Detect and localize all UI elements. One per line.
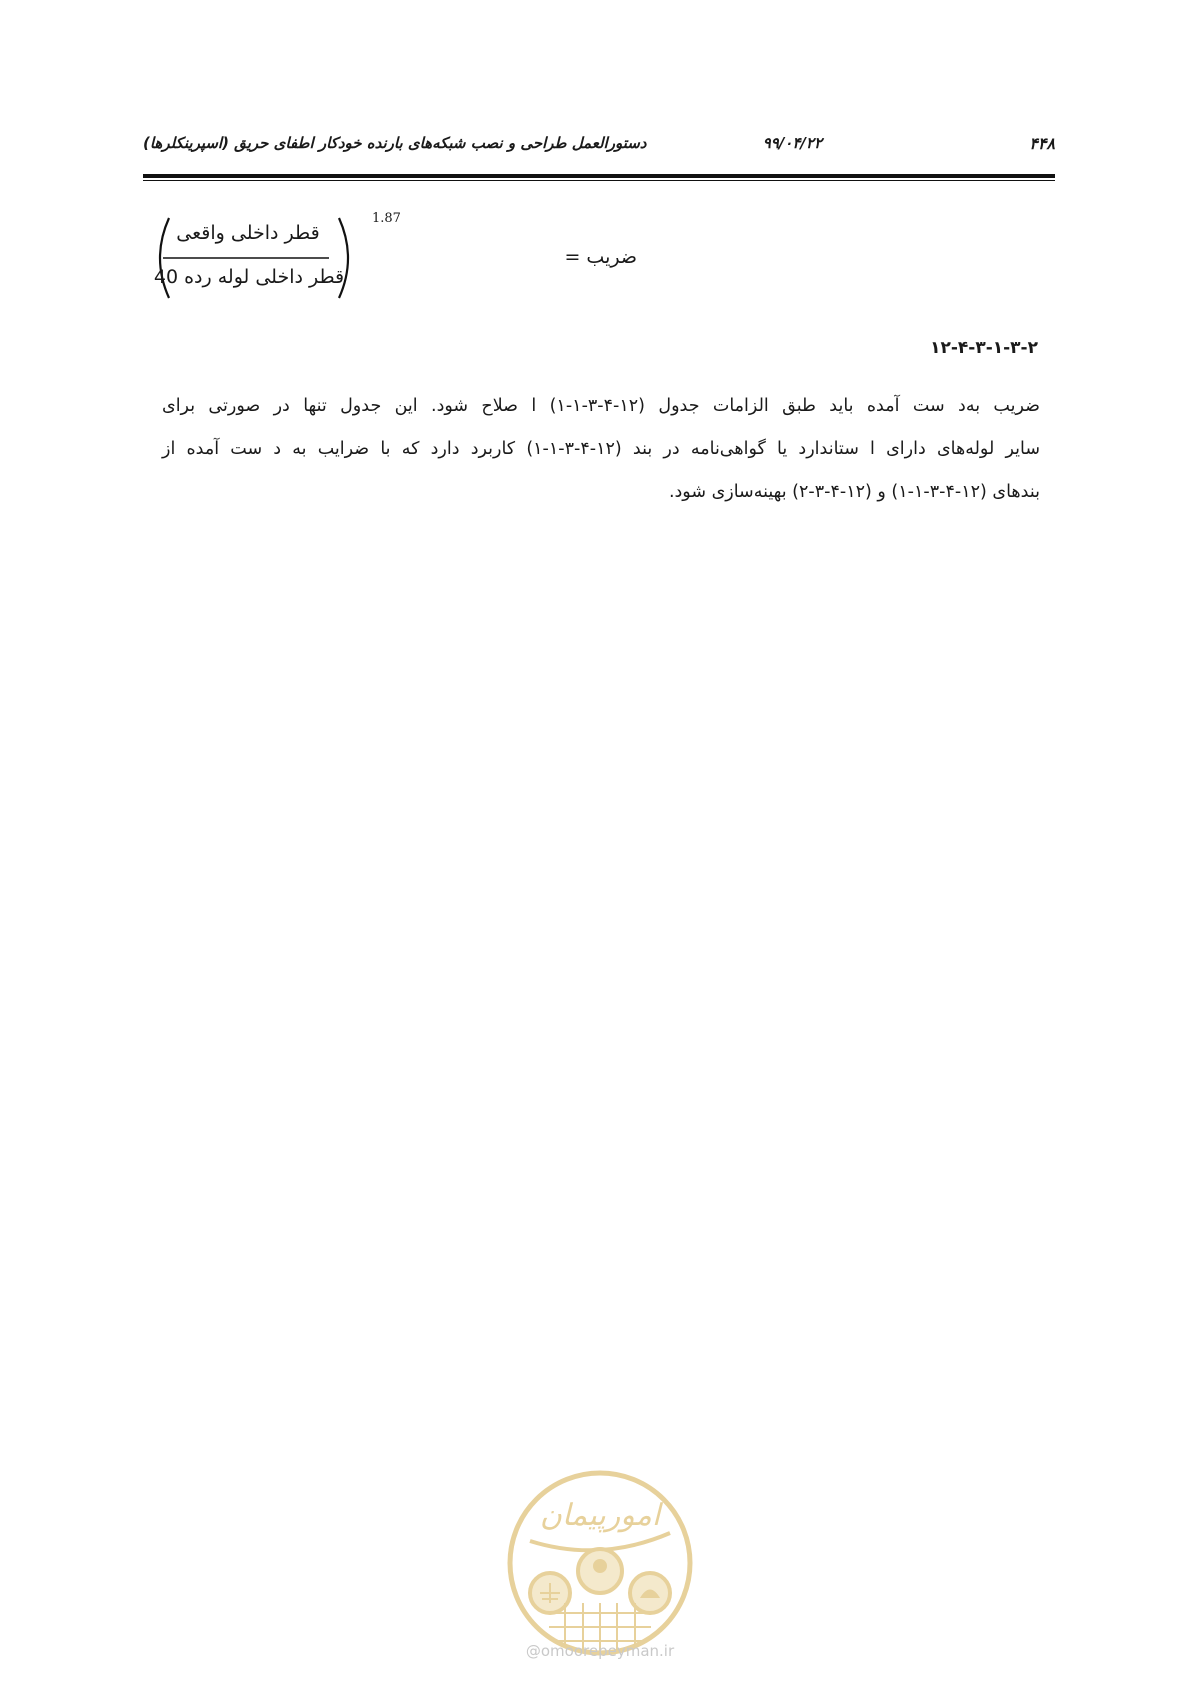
formula-numerator: قطر داخلی واقعی xyxy=(176,222,320,244)
document-title: دستورالعمل طراحی و نصب شبکه‌های بارنده خودکار اطفای حریق (اسپرینکلرها) xyxy=(143,134,647,152)
watermark-logo-text: امورپیمان xyxy=(539,1498,661,1533)
header-divider-thin xyxy=(143,180,1055,181)
watermark-site: @omoorepeyman.ir xyxy=(525,1642,675,1660)
paragraph-line: سایر لوله‌های دارای ا ستاندارد یا گواهی‌نامه در بند (۱۲-۴-۳-۱-۱) کاربرد دارد که با ضرایب به د ست آمده از xyxy=(162,439,1040,459)
formula-lhs: ضریب = xyxy=(564,246,637,268)
section-paragraph xyxy=(162,385,1040,514)
paragraph-line: بندهای (۱۲-۴-۳-۱-۱) و (۱۲-۴-۳-۲) بهینه‌سازی شود. xyxy=(668,482,1040,502)
formula-denominator: قطر داخلی لوله رده 40 xyxy=(153,266,345,288)
person-icon xyxy=(593,1559,607,1573)
page-number: ۴۴۸ xyxy=(1029,134,1055,153)
section-number: ۱۲-۴-۳-۱-۳-۲ xyxy=(930,338,1038,358)
formula-exponent: 1.87 xyxy=(372,211,401,226)
paragraph-line: ضریب به‌د ست آمده باید طبق الزامات جدول (۱۲-۴-۳-۱-۱) ا صلاح شود. این جدول تنها در صورتی برای xyxy=(162,396,1040,416)
coefficient-formula xyxy=(153,210,637,310)
header-divider-thick xyxy=(143,174,1055,178)
header-date: ۹۹/۰۴/۲۲ xyxy=(762,134,822,152)
page-header xyxy=(143,132,1055,156)
